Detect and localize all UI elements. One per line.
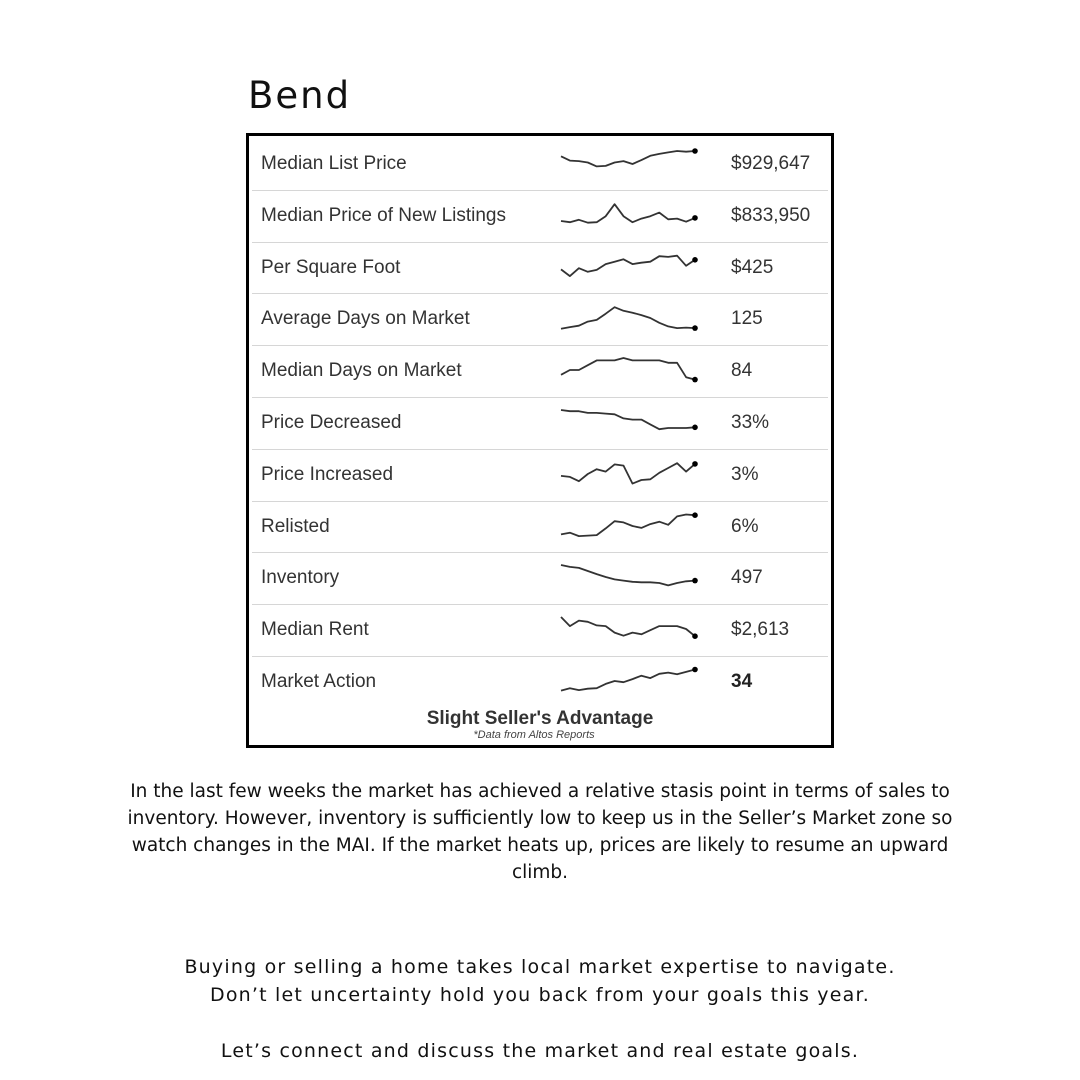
market-stats-table [252, 139, 828, 709]
sparkline-endpoint [692, 578, 698, 584]
stat-label: Price Increased [261, 463, 394, 485]
sparkline-path [561, 308, 695, 330]
stat-sparkline [558, 559, 698, 595]
page-title: Bend [248, 74, 352, 117]
stat-sparkline [558, 300, 698, 336]
sparkline-endpoint [692, 634, 698, 640]
cta-line-2: Don’t let uncertainty hold you back from your goals this year. [209, 984, 870, 1006]
stat-sparkline [558, 456, 698, 492]
sparkline-path [561, 617, 695, 636]
cta-line-3: Let’s connect and discuss the market and real estate goals. [220, 1040, 860, 1062]
stat-value: 125 [731, 308, 763, 330]
data-source-note: *Data from Altos Reports [473, 729, 595, 741]
stat-sparkline [558, 197, 698, 233]
stat-row [252, 243, 828, 295]
stat-row [252, 398, 828, 450]
stat-label: Average Days on Market [261, 308, 470, 330]
sparkline-path [561, 151, 695, 166]
sparkline-endpoint [692, 215, 698, 221]
stat-sparkline [558, 249, 698, 285]
sparkline-path [561, 255, 695, 275]
sparkline-endpoint [692, 461, 698, 467]
stat-value: 3% [731, 463, 759, 485]
sparkline-path [561, 669, 695, 690]
stat-row [252, 605, 828, 657]
sparkline-path [561, 463, 695, 483]
sparkline-path [561, 358, 695, 380]
stat-row [252, 346, 828, 398]
stat-row [252, 553, 828, 605]
stat-label: Price Decreased [261, 411, 402, 433]
sparkline-path [561, 204, 695, 223]
stat-sparkline [558, 508, 698, 544]
stat-value: $833,950 [731, 204, 811, 226]
sparkline-path [561, 514, 695, 536]
stat-label: Market Action [261, 670, 377, 692]
sparkline-endpoint [692, 667, 698, 673]
stat-row [252, 294, 828, 346]
stat-sparkline [558, 611, 698, 647]
stat-value: 6% [731, 515, 759, 537]
sparkline-path [561, 565, 695, 585]
stat-sparkline [558, 145, 698, 181]
sparkline-path [561, 410, 695, 429]
sparkline-endpoint [692, 326, 698, 332]
stat-sparkline [558, 404, 698, 440]
stat-value: 34 [731, 670, 753, 692]
stat-label: Relisted [261, 515, 330, 537]
stat-label: Per Square Foot [261, 256, 401, 278]
stat-row [252, 657, 828, 709]
cta-line-1: Buying or selling a home takes local market expertise to navigate. [184, 956, 896, 978]
stat-value: $929,647 [731, 153, 811, 174]
stat-label: Inventory [261, 567, 340, 589]
market-stats-card [246, 133, 834, 748]
stat-row [252, 191, 828, 243]
stat-label: Median Days on Market [261, 360, 462, 382]
stat-row [252, 139, 828, 191]
stat-value: $425 [731, 256, 774, 278]
sparkline-endpoint [692, 148, 698, 154]
stat-value: $2,613 [731, 619, 790, 641]
sparkline-endpoint [692, 257, 698, 263]
sparkline-endpoint [692, 424, 698, 430]
stat-label: Median Price of New Listings [261, 204, 506, 226]
market-summary-paragraph: In the last few weeks the market has achieved a relative stasis point in terms of sales to inventory. However, inventory is sufficiently low to keep us in the Seller’s Market zone so watch changes in the MAI. If the market heats up, prices are likely to resume an upward climb. [127, 781, 953, 883]
sparkline-endpoint [692, 512, 698, 518]
stat-row [252, 450, 828, 502]
market-advantage-label: Slight Seller's Advantage [426, 708, 654, 729]
stat-label: Median Rent [261, 619, 369, 641]
stat-value: 33% [731, 411, 770, 433]
stat-row [252, 502, 828, 554]
stat-sparkline [558, 352, 698, 388]
stat-sparkline [558, 663, 698, 699]
stat-value: 84 [731, 360, 753, 382]
stat-label: Median List Price [261, 153, 407, 174]
sparkline-endpoint [692, 377, 698, 383]
stat-value: 497 [731, 567, 763, 589]
